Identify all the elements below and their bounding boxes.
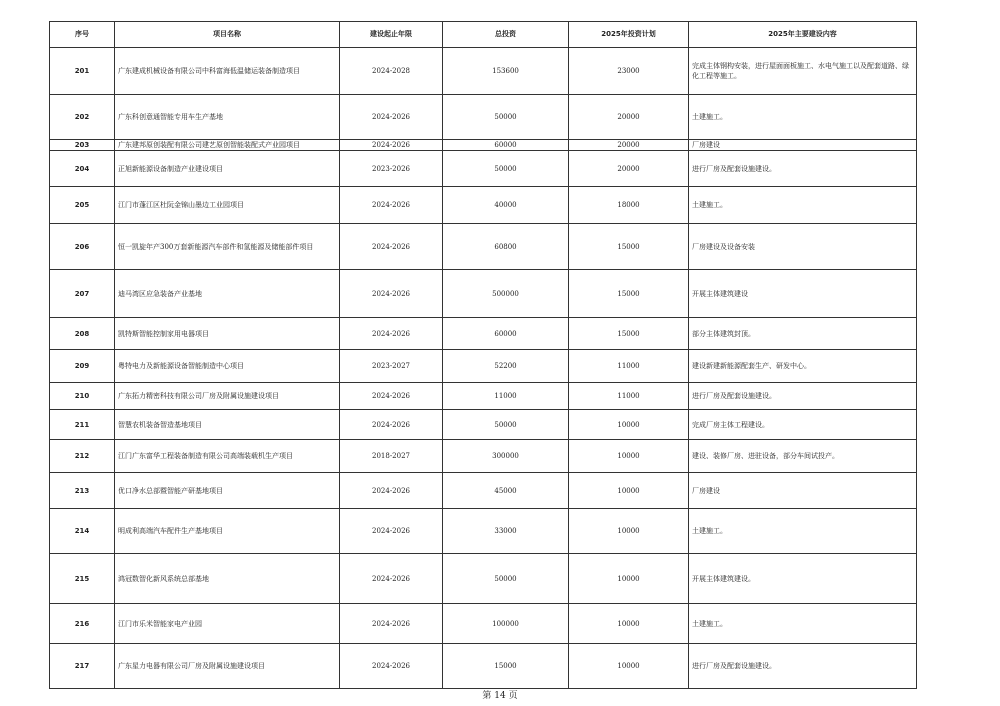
table-row: [50, 224, 917, 270]
header-project-name: 项目名称: [115, 22, 340, 48]
row-construction-content: 土建施工。: [689, 509, 917, 554]
row-investment-plan: 15000: [569, 270, 689, 318]
row-serial-number: 214: [50, 509, 115, 554]
row-project-name: 正旭新能源设备制造产业建设项目: [115, 151, 340, 187]
row-total-investment: 50000: [443, 554, 569, 604]
table-row: [50, 440, 917, 473]
row-construction-period: 2023-2027: [340, 350, 443, 383]
table-row: [50, 350, 917, 383]
row-construction-period: 2024-2026: [340, 509, 443, 554]
table-row: [50, 140, 917, 151]
row-construction-content: 厂房建设及设备安装: [689, 224, 917, 270]
row-investment-plan: 11000: [569, 350, 689, 383]
header-serial-number: 序号: [50, 22, 115, 48]
table-row: [50, 151, 917, 187]
row-project-name: 恒一凯旋年产300万套新能源汽车部件和氢能源及储能部件项目: [115, 224, 340, 270]
row-construction-period: 2024-2026: [340, 473, 443, 509]
row-project-name: 鸿冠数智化新风系统总部基地: [115, 554, 340, 604]
page-number: 第 14 页: [482, 691, 518, 701]
table-row: [50, 270, 917, 318]
row-investment-plan: 15000: [569, 318, 689, 350]
row-construction-content: 建设、装修厂房、进驻设备，部分车间试投产。: [689, 440, 917, 473]
row-total-investment: 60800: [443, 224, 569, 270]
row-investment-plan: 11000: [569, 383, 689, 410]
row-serial-number: 211: [50, 410, 115, 440]
row-construction-content: 厂房建设: [689, 140, 917, 151]
row-construction-period: 2024-2026: [340, 187, 443, 224]
row-construction-content: 土建施工。: [689, 604, 917, 644]
row-total-investment: 100000: [443, 604, 569, 644]
row-project-name: 广东科创意通智能专用车生产基地: [115, 95, 340, 140]
table-row: [50, 604, 917, 644]
row-construction-content: 建设新建新能源配套生产、研发中心。: [689, 350, 917, 383]
row-total-investment: 15000: [443, 644, 569, 689]
row-project-name: 广东拓力精密科技有限公司厂房及附属设施建设项目: [115, 383, 340, 410]
row-construction-period: 2024-2026: [340, 140, 443, 151]
row-serial-number: 203: [50, 140, 115, 151]
row-investment-plan: 10000: [569, 644, 689, 689]
row-serial-number: 213: [50, 473, 115, 509]
header-2025-investment-plan: 2025年投资计划: [569, 22, 689, 48]
table-row: [50, 509, 917, 554]
row-investment-plan: 23000: [569, 48, 689, 95]
row-construction-period: 2024-2026: [340, 270, 443, 318]
table-row: [50, 318, 917, 350]
row-serial-number: 210: [50, 383, 115, 410]
row-construction-period: 2024-2026: [340, 224, 443, 270]
header-total-investment: 总投资: [443, 22, 569, 48]
row-investment-plan: 18000: [569, 187, 689, 224]
header-construction-period: 建设起止年限: [340, 22, 443, 48]
row-project-name: 粤特电力及新能源设备智能制造中心项目: [115, 350, 340, 383]
row-project-name: 智慧农机装备智造基地项目: [115, 410, 340, 440]
row-serial-number: 204: [50, 151, 115, 187]
row-project-name: 凯特斯智能控制家用电器项目: [115, 318, 340, 350]
table-row: [50, 187, 917, 224]
row-construction-content: 开展主体建筑建设: [689, 270, 917, 318]
row-construction-content: 完成主体钢构安装，进行屋面面板施工、水电气施工以及配套道路、绿化工程等施工。: [689, 48, 917, 95]
row-investment-plan: 15000: [569, 224, 689, 270]
table-row: [50, 383, 917, 410]
row-total-investment: 33000: [443, 509, 569, 554]
row-construction-period: 2023-2026: [340, 151, 443, 187]
row-total-investment: 300000: [443, 440, 569, 473]
row-investment-plan: 20000: [569, 140, 689, 151]
row-investment-plan: 10000: [569, 473, 689, 509]
row-investment-plan: 20000: [569, 151, 689, 187]
row-construction-period: 2024-2026: [340, 383, 443, 410]
table-row: [50, 473, 917, 509]
table-header-row: [50, 22, 917, 48]
row-project-name: 优口净水总部暨智能产研基地项目: [115, 473, 340, 509]
row-total-investment: 153600: [443, 48, 569, 95]
row-serial-number: 209: [50, 350, 115, 383]
row-serial-number: 201: [50, 48, 115, 95]
row-construction-period: 2024-2026: [340, 95, 443, 140]
row-investment-plan: 10000: [569, 509, 689, 554]
row-total-investment: 45000: [443, 473, 569, 509]
table-row: [50, 644, 917, 689]
row-total-investment: 50000: [443, 95, 569, 140]
row-construction-period: 2024-2026: [340, 554, 443, 604]
row-construction-period: 2024-2028: [340, 48, 443, 95]
table-row: [50, 410, 917, 440]
row-total-investment: 50000: [443, 151, 569, 187]
row-serial-number: 205: [50, 187, 115, 224]
row-investment-plan: 10000: [569, 554, 689, 604]
row-serial-number: 202: [50, 95, 115, 140]
row-serial-number: 208: [50, 318, 115, 350]
row-construction-content: 进行厂房及配套设施建设。: [689, 383, 917, 410]
row-total-investment: 11000: [443, 383, 569, 410]
row-serial-number: 216: [50, 604, 115, 644]
row-construction-content: 开展主体建筑建设。: [689, 554, 917, 604]
row-construction-period: 2024-2026: [340, 318, 443, 350]
row-construction-content: 进行厂房及配套设施建设。: [689, 644, 917, 689]
row-construction-content: 厂房建设: [689, 473, 917, 509]
table-row: [50, 95, 917, 140]
row-total-investment: 60000: [443, 140, 569, 151]
row-project-name: 广东建邦原创装配有限公司建艺原创智能装配式产业园项目: [115, 140, 340, 151]
row-investment-plan: 10000: [569, 410, 689, 440]
project-table: [49, 21, 917, 689]
header-2025-construction-content: 2025年主要建设内容: [689, 22, 917, 48]
row-project-name: 江门广东富华工程装备制造有限公司高端装载机生产项目: [115, 440, 340, 473]
row-investment-plan: 10000: [569, 440, 689, 473]
row-construction-content: 土建施工。: [689, 187, 917, 224]
row-construction-period: 2024-2026: [340, 604, 443, 644]
row-total-investment: 40000: [443, 187, 569, 224]
row-project-name: 迪马湾区应急装备产业基地: [115, 270, 340, 318]
row-total-investment: 50000: [443, 410, 569, 440]
row-project-name: 广东星力电器有限公司厂房及附属设施建设项目: [115, 644, 340, 689]
row-construction-period: 2024-2026: [340, 410, 443, 440]
row-serial-number: 215: [50, 554, 115, 604]
row-investment-plan: 10000: [569, 604, 689, 644]
row-construction-content: 完成厂房主体工程建设。: [689, 410, 917, 440]
row-construction-content: 部分主体建筑封顶。: [689, 318, 917, 350]
table-row: [50, 554, 917, 604]
row-serial-number: 207: [50, 270, 115, 318]
row-construction-content: 进行厂房及配套设施建设。: [689, 151, 917, 187]
row-construction-content: 土建施工。: [689, 95, 917, 140]
row-construction-period: 2024-2026: [340, 644, 443, 689]
row-total-investment: 500000: [443, 270, 569, 318]
row-project-name: 江门市乐米智能家电产业园: [115, 604, 340, 644]
table-row: [50, 48, 917, 95]
row-total-investment: 52200: [443, 350, 569, 383]
row-total-investment: 60000: [443, 318, 569, 350]
row-project-name: 明成利高端汽车配件生产基地项目: [115, 509, 340, 554]
row-project-name: 广东建成机械设备有限公司中科富海低温储运装备制造项目: [115, 48, 340, 95]
row-construction-period: 2018-2027: [340, 440, 443, 473]
row-investment-plan: 20000: [569, 95, 689, 140]
row-project-name: 江门市蓬江区杜阮金锦山墨边工业园项目: [115, 187, 340, 224]
row-serial-number: 206: [50, 224, 115, 270]
row-serial-number: 212: [50, 440, 115, 473]
row-serial-number: 217: [50, 644, 115, 689]
